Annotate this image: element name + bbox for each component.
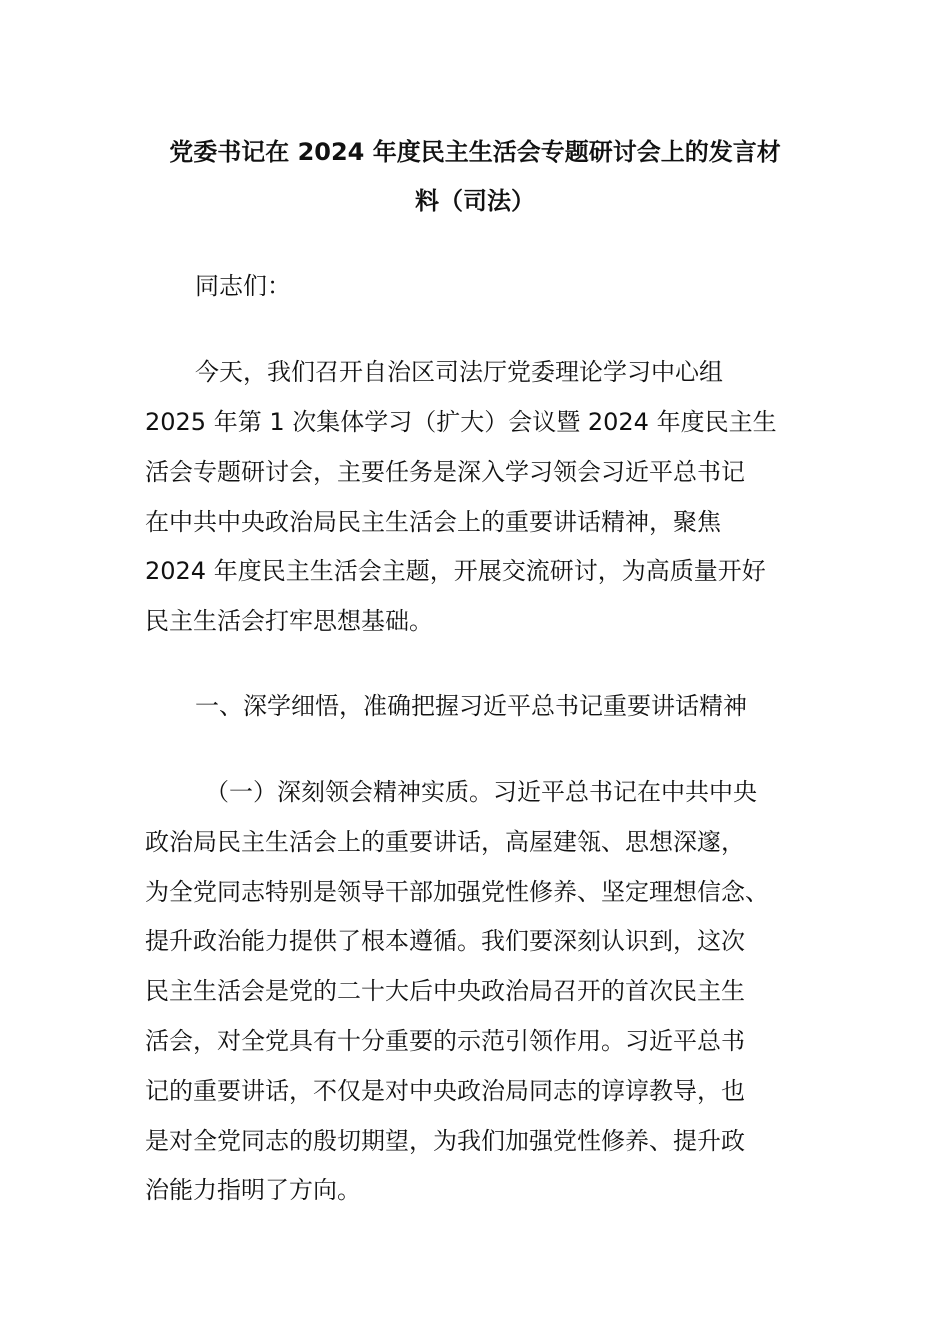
subsection-line-1: （一）深刻领会精神实质。习近平总书记在中共中央 xyxy=(205,778,757,806)
subsection-line-9: 治能力指明了方向。 xyxy=(145,1176,361,1204)
intro-line-2: 2025 年第 1 次集体学习（扩大）会议暨 2024 年度民主生 xyxy=(145,408,777,436)
subsection-line-2: 政治局民主生活会上的重要讲话，高屋建瓴、思想深邃， xyxy=(145,828,745,856)
subsection-line-3: 为全党同志特别是领导干部加强党性修养、坚定理想信念、 xyxy=(145,878,769,906)
document-title-line-2: 料（司法） xyxy=(415,187,535,215)
subsection-line-4: 提升政治能力提供了根本遵循。我们要深刻认识到，这次 xyxy=(145,927,745,955)
intro-line-4: 在中共中央政治局民主生活会上的重要讲话精神，聚焦 xyxy=(145,508,721,536)
subsection-line-8: 是对全党同志的殷切期望，为我们加强党性修养、提升政 xyxy=(145,1127,745,1155)
subsection-line-7: 记的重要讲话，不仅是对中央政治局同志的谆谆教导，也 xyxy=(145,1077,745,1105)
section-heading: 一、深学细悟，准确把握习近平总书记重要讲话精神 xyxy=(195,692,747,720)
subsection-line-5: 民主生活会是党的二十大后中央政治局召开的首次民主生 xyxy=(145,977,745,1005)
document-title-line-1: 党委书记在 2024 年度民主生活会专题研讨会上的发言材 xyxy=(169,138,781,166)
salutation: 同志们： xyxy=(195,272,291,300)
intro-line-5: 2024 年度民主生活会主题，开展交流研讨，为高质量开好 xyxy=(145,557,766,585)
intro-line-1: 今天，我们召开自治区司法厅党委理论学习中心组 xyxy=(195,358,723,386)
intro-line-6: 民主生活会打牢思想基础。 xyxy=(145,607,433,635)
intro-line-3: 活会专题研讨会，主要任务是深入学习领会习近平总书记 xyxy=(145,458,745,486)
subsection-line-6: 活会，对全党具有十分重要的示范引领作用。习近平总书 xyxy=(145,1027,745,1055)
